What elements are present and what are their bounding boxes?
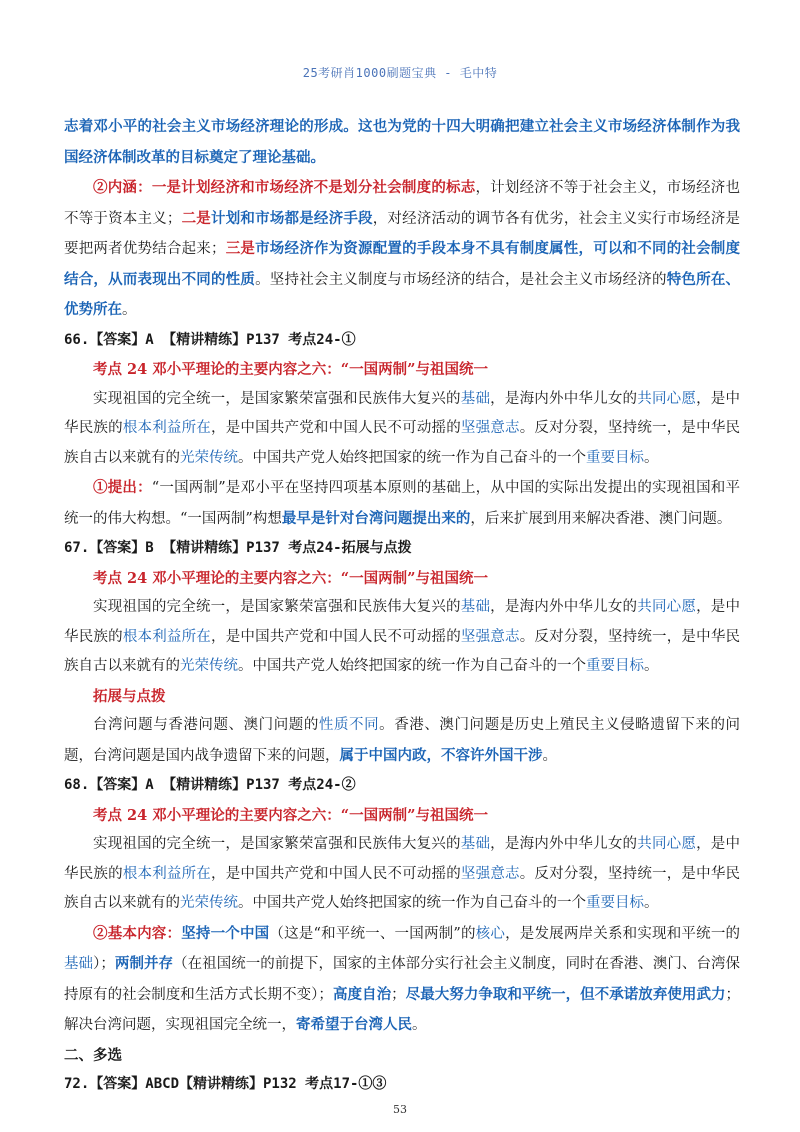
text-plain: “一国两制”是邓小平在坚持四项基本原则的基础上，从中国的实际出发提出的实现祖国和平统一的伟大构想。“一国两制”构想 [64, 480, 741, 527]
text-blue: 性质不同 [318, 717, 380, 733]
text-plain: 。 [644, 895, 659, 911]
answer-line-68: 68.【答案】A 【精讲精练】P137 考点24-② [64, 777, 356, 793]
text-plain: 实现祖国的完全统一，是国家繁荣富强和民族伟大复兴的 [93, 836, 461, 852]
text-plain: ，是中华民族的 [64, 390, 741, 436]
text-blue: 核心 [475, 925, 506, 942]
text-plain: 实现祖国的完全统一，是国家繁荣富强和民族伟大复兴的 [93, 390, 461, 407]
paragraph-basic-content [64, 919, 740, 1041]
text-blue: 市场经济作为资源配置的手段本身不具有制度属性，可以和不同的社会制度结合，从而表现出不同的性质 [64, 240, 741, 288]
text-blue: 最早是针对台湾问题提出来的 [281, 509, 471, 527]
text-plain: ； [391, 986, 406, 1003]
text-plain: 。香港、澳门问题是历史上殖民主义侵略遗留下来的问题，台湾问题是国内战争遗留下来的问题， [64, 717, 741, 764]
text-blue: 共同心愿 [637, 599, 697, 615]
text-red: 二是 [181, 209, 212, 227]
page-number: 53 [393, 1103, 407, 1116]
text-blue: 基础 [460, 836, 491, 852]
text-red: 三是 [225, 240, 256, 257]
text-plain: 。 [542, 747, 557, 764]
text-blue: 基础 [460, 390, 491, 407]
text-plain: 。中国共产党人始终把国家的统一作为自己奋斗的一个 [238, 895, 586, 911]
knowledge-point-title: 考点 24 邓小平理论的主要内容之六：“一国两制”与祖国统一 [93, 806, 488, 824]
text-plain: 。 [412, 1017, 427, 1033]
text-plain: ，对经济活动的调节各有优劣，社会主义实行市场经济是要把两者优势结合起来； [64, 210, 741, 257]
knowledge-point-title: 考点 24 邓小平理论的主要内容之六：“一国两制”与祖国统一 [93, 569, 488, 587]
text-plain: ，是中华民族的 [64, 836, 741, 882]
text-blue: 共同心愿 [637, 390, 697, 407]
text-blue: 光荣传统 [180, 658, 238, 674]
section-heading: 二、多选 [64, 1046, 122, 1064]
text-plain: 。中国共产党人始终把国家的统一作为自己奋斗的一个 [238, 449, 586, 466]
answer-line-66: 66.【答案】A 【精讲精练】P137 考点24-① [64, 331, 356, 348]
text-blue: 两制并存 [114, 955, 174, 972]
text-plain: （在祖国统一的前提下，国家的主体部分实行社会主义制度，同时在香港、澳门、台湾保持原有的社会制度和生活方式长期不变）； [64, 956, 741, 1003]
text-plain: ，是中华民族的 [64, 599, 741, 645]
page-header: 25考研肖1000刷题宝典 - 毛中特 [302, 66, 498, 80]
text-plain: ，是中国共产党和中国人民不可动摇的 [211, 865, 461, 882]
text-plain: 。反对分裂，坚持统一，是中华民族自古以来就有的 [64, 420, 741, 466]
text-blue: 坚持一个中国 [181, 924, 270, 942]
text-blue: 属于中国内政，不容许外国干涉 [339, 746, 543, 764]
text-emphasis: 志着邓小平的社会主义市场经济理论的形成。这也为党的十四大明确把建立社会主义市场经济体制作为我国经济体制改革的目标奠定了理论基础。 [64, 118, 740, 166]
text-plain: ；解决台湾问题，实现祖国完全统一， [64, 986, 741, 1033]
text-blue: 高度自治 [332, 985, 392, 1003]
text-plain: （这是“和平统一、一国两制”的 [269, 925, 476, 942]
page-content [64, 112, 740, 1100]
text-blue: 光荣传统 [180, 895, 238, 911]
text-plain: ，是中国共产党和中国人民不可动摇的 [211, 420, 461, 436]
text-red: 计划经济和市场经济不是划分社会制度的标志 [181, 179, 476, 196]
text-plain: ，是中国共产党和中国人民不可动摇的 [211, 628, 461, 645]
text-plain: 。反对分裂，坚持统一，是中华民族自古以来就有的 [64, 865, 741, 911]
knowledge-point-title: 考点 24 邓小平理论的主要内容之六：“一国两制”与祖国统一 [93, 361, 488, 378]
text-plain: 。坚持社会主义制度与市场经济的结合，是社会主义市场经济的 [255, 271, 667, 288]
text-blue: 光荣传统 [180, 449, 238, 466]
text-plain: 。反对分裂，坚持统一，是中华民族自古以来就有的 [64, 628, 741, 674]
text-plain: ，是海内外中华儿女的 [490, 836, 638, 852]
text-blue: 计划和市场都是经济手段 [211, 209, 373, 227]
text-blue: 重要目标 [586, 449, 644, 466]
text-blue: 重要目标 [586, 895, 644, 911]
paragraph-reunification [64, 593, 740, 682]
text-blue: 根本利益所在 [122, 420, 212, 436]
text-blue: 根本利益所在 [122, 865, 212, 882]
text-blue: 重要目标 [586, 658, 644, 674]
text-blue: 基础 [64, 956, 94, 972]
text-plain: ，是海内外中华儿女的 [490, 599, 638, 615]
text-plain: ）； [93, 956, 115, 972]
text-blue: 基础 [460, 599, 491, 615]
paragraph-proposal [64, 473, 740, 534]
text-blue: 尽最大努力争取和平统一，但不承诺放弃使用武力 [405, 985, 726, 1003]
text-plain: 台湾问题与香港问题、澳门问题的 [93, 717, 319, 733]
text-plain: 。 [644, 449, 659, 466]
text-blue: 寄希望于台湾人民 [296, 1016, 412, 1033]
text-plain: 。 [644, 658, 659, 674]
text-plain: ，计划经济不等于社会主义，市场经济也不等于资本主义； [64, 180, 741, 227]
text-plain: 。中国共产党人始终把国家的统一作为自己奋斗的一个 [238, 658, 586, 674]
answer-line-67: 67.【答案】B 【精讲精练】P137 考点24-拓展与点拨 [64, 540, 412, 556]
text-plain: 实现祖国的完全统一，是国家繁荣富强和民族伟大复兴的 [93, 599, 461, 615]
text-plain: ，是发展两岸关系和实现和平统一的 [505, 925, 741, 942]
answer-line-72: 72.【答案】ABCD【精讲精练】P132 考点17-①③ [64, 1076, 387, 1092]
text-blue: 坚强意志 [460, 420, 520, 436]
text-blue: 特色所在、优势所在 [64, 270, 741, 318]
text-red: ①提出： [93, 479, 152, 496]
text-blue: 根本利益所在 [122, 628, 212, 645]
text-blue: 坚强意志 [460, 865, 520, 882]
text-red: ②基本内容： [93, 924, 182, 942]
extension-title: 拓展与点拨 [93, 687, 166, 705]
paragraph-reunification [64, 830, 740, 919]
paragraph-extension [64, 711, 740, 771]
text-blue: 坚强意志 [460, 628, 520, 645]
text-plain: ，后来扩展到用来解决香港、澳门问题。 [470, 510, 732, 527]
text-red: ②内涵：一是 [93, 179, 182, 196]
paragraph-connotation [64, 173, 740, 326]
text-blue: 共同心愿 [637, 836, 697, 852]
text-plain: ，是海内外中华儿女的 [490, 390, 638, 407]
paragraph-reunification [64, 385, 740, 474]
text-plain: 。 [122, 302, 137, 318]
paragraph-continued [64, 112, 740, 173]
